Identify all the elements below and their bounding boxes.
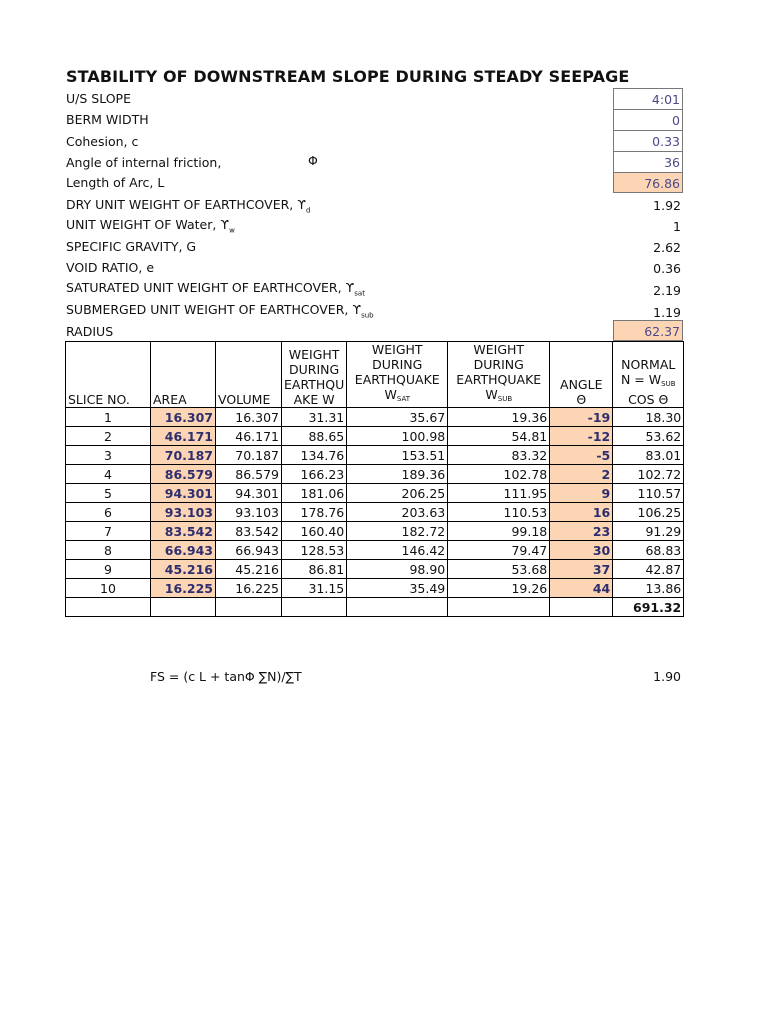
cell-weight-wsat: 100.98 <box>347 427 448 446</box>
cell-weight-wsat: 35.49 <box>347 579 448 598</box>
table-row <box>66 560 684 579</box>
cell-angle[interactable]: -12 <box>550 427 613 446</box>
void-ratio-label: VOID RATIO, e <box>66 260 155 275</box>
cell-angle[interactable]: -19 <box>550 408 613 427</box>
cell-area[interactable]: 16.225 <box>151 579 216 598</box>
fs-value: 1.90 <box>653 669 681 684</box>
cohesion-value[interactable]: 0.33 <box>613 130 683 151</box>
cell-normal: 102.72 <box>613 465 684 484</box>
cell-volume: 45.216 <box>216 560 282 579</box>
friction-value[interactable]: 36 <box>613 151 683 172</box>
total-empty <box>550 598 613 617</box>
header-area: AREA <box>151 342 216 408</box>
cell-weight-wsub: 110.53 <box>448 503 550 522</box>
arc-length-label: Length of Arc, L <box>66 175 165 190</box>
cell-angle[interactable]: 30 <box>550 541 613 560</box>
cell-area[interactable]: 16.307 <box>151 408 216 427</box>
cell-weight-wsub: 79.47 <box>448 541 550 560</box>
sat-weight-label: SATURATED UNIT WEIGHT OF EARTHCOVER, $ϒ_{sat}$ <box>66 280 365 298</box>
berm-width-label: BERM WIDTH <box>66 112 149 127</box>
cell-volume: 70.187 <box>216 446 282 465</box>
total-empty <box>66 598 151 617</box>
cell-weight-w: 31.15 <box>282 579 347 598</box>
cell-angle[interactable]: 16 <box>550 503 613 522</box>
cell-volume: 16.225 <box>216 579 282 598</box>
cell-angle[interactable]: 44 <box>550 579 613 598</box>
cell-weight-wsat: 182.72 <box>347 522 448 541</box>
cell-area[interactable]: 45.216 <box>151 560 216 579</box>
cell-weight-wsub: 53.68 <box>448 560 550 579</box>
radius-label: RADIUS <box>66 324 114 339</box>
table-row <box>66 446 684 465</box>
cell-slice-no: 1 <box>66 408 151 427</box>
total-empty <box>347 598 448 617</box>
header-weight-w: WEIGHT DURING EARTHQU AKE W <box>282 342 347 408</box>
cell-normal: 13.86 <box>613 579 684 598</box>
cell-weight-w: 31.31 <box>282 408 347 427</box>
table-row <box>66 465 684 484</box>
cell-normal: 53.62 <box>613 427 684 446</box>
cell-slice-no: 10 <box>66 579 151 598</box>
friction-label: Angle of internal friction, <box>66 155 222 170</box>
cell-angle[interactable]: 9 <box>550 484 613 503</box>
cell-angle[interactable]: 2 <box>550 465 613 484</box>
total-empty <box>448 598 550 617</box>
total-empty <box>216 598 282 617</box>
cell-slice-no: 7 <box>66 522 151 541</box>
cell-area[interactable]: 86.579 <box>151 465 216 484</box>
cell-weight-w: 128.53 <box>282 541 347 560</box>
cell-weight-w: 181.06 <box>282 484 347 503</box>
cell-weight-wsat: 206.25 <box>347 484 448 503</box>
cell-slice-no: 2 <box>66 427 151 446</box>
cell-angle[interactable]: 23 <box>550 522 613 541</box>
berm-width-value[interactable]: 0 <box>613 109 683 130</box>
void-ratio-value: 0.36 <box>653 261 681 276</box>
specific-gravity-value: 2.62 <box>653 240 681 255</box>
cell-normal: 18.30 <box>613 408 684 427</box>
cell-normal: 110.57 <box>613 484 684 503</box>
cell-volume: 93.103 <box>216 503 282 522</box>
header-slice: SLICE NO. <box>66 342 151 408</box>
table-row <box>66 427 684 446</box>
cell-normal: 68.83 <box>613 541 684 560</box>
cell-area[interactable]: 70.187 <box>151 446 216 465</box>
cell-area[interactable]: 94.301 <box>151 484 216 503</box>
cell-slice-no: 5 <box>66 484 151 503</box>
cell-volume: 83.542 <box>216 522 282 541</box>
us-slope-value[interactable]: 4:01 <box>613 88 683 109</box>
header-normal: NORMAL $N = W_{SUB}$ COS Θ <box>613 342 684 408</box>
cell-weight-wsat: 35.67 <box>347 408 448 427</box>
cell-volume: 86.579 <box>216 465 282 484</box>
header-weight-wsat: WEIGHT DURING EARTHQUAKE $W_{SAT}$ <box>347 342 448 408</box>
table-row <box>66 541 684 560</box>
cell-volume: 46.171 <box>216 427 282 446</box>
cell-weight-wsat: 203.63 <box>347 503 448 522</box>
table-row <box>66 408 684 427</box>
cell-area[interactable]: 66.943 <box>151 541 216 560</box>
total-empty <box>151 598 216 617</box>
cell-weight-w: 178.76 <box>282 503 347 522</box>
header-angle: ANGLE Θ <box>550 342 613 408</box>
cell-normal: 91.29 <box>613 522 684 541</box>
phi-symbol: Φ <box>308 153 318 168</box>
cell-weight-wsub: 83.32 <box>448 446 550 465</box>
cell-weight-w: 134.76 <box>282 446 347 465</box>
cell-normal: 83.01 <box>613 446 684 465</box>
cell-weight-wsat: 189.36 <box>347 465 448 484</box>
dry-weight-label: DRY UNIT WEIGHT OF EARTHCOVER, $ϒ_d$ <box>66 197 311 215</box>
arc-length-value[interactable]: 76.86 <box>613 172 683 193</box>
header-volume: VOLUME <box>216 342 282 408</box>
cell-slice-no: 6 <box>66 503 151 522</box>
cell-weight-w: 166.23 <box>282 465 347 484</box>
cell-area[interactable]: 83.542 <box>151 522 216 541</box>
sub-weight-label: SUBMERGED UNIT WEIGHT OF EARTHCOVER, $ϒ_{sub}$ <box>66 302 374 320</box>
cell-weight-wsat: 98.90 <box>347 560 448 579</box>
cell-weight-wsub: 102.78 <box>448 465 550 484</box>
cell-weight-w: 160.40 <box>282 522 347 541</box>
table-row <box>66 579 684 598</box>
sub-weight-value: 1.19 <box>653 305 681 320</box>
cell-slice-no: 9 <box>66 560 151 579</box>
cell-angle[interactable]: 37 <box>550 560 613 579</box>
cell-weight-w: 86.81 <box>282 560 347 579</box>
cell-weight-wsub: 19.26 <box>448 579 550 598</box>
radius-value[interactable]: 62.37 <box>613 320 683 341</box>
us-slope-label: U/S SLOPE <box>66 91 131 106</box>
total-empty <box>282 598 347 617</box>
dry-weight-value: 1.92 <box>653 198 681 213</box>
cell-slice-no: 4 <box>66 465 151 484</box>
cell-slice-no: 8 <box>66 541 151 560</box>
cell-slice-no: 3 <box>66 446 151 465</box>
normal-total: 691.32 <box>613 598 684 617</box>
cell-weight-wsat: 146.42 <box>347 541 448 560</box>
table-row <box>66 484 684 503</box>
cell-weight-wsub: 99.18 <box>448 522 550 541</box>
cell-volume: 94.301 <box>216 484 282 503</box>
cell-area[interactable]: 93.103 <box>151 503 216 522</box>
cell-normal: 106.25 <box>613 503 684 522</box>
page-title: STABILITY OF DOWNSTREAM SLOPE DURING STEADY SEEPAGE <box>66 67 630 86</box>
cohesion-label: Cohesion, c <box>66 134 139 149</box>
sat-weight-value: 2.19 <box>653 283 681 298</box>
cell-angle[interactable]: -5 <box>550 446 613 465</box>
cell-volume: 66.943 <box>216 541 282 560</box>
water-weight-value: 1 <box>673 219 681 234</box>
cell-weight-w: 88.65 <box>282 427 347 446</box>
header-weight-wsub: WEIGHT DURING EARTHQUAKE $W_{SUB}$ <box>448 342 550 408</box>
cell-volume: 16.307 <box>216 408 282 427</box>
cell-weight-wsub: 54.81 <box>448 427 550 446</box>
slice-table <box>65 341 684 617</box>
fs-formula: FS = (c L + tanΦ ∑N)/∑T <box>150 669 302 684</box>
cell-area[interactable]: 46.171 <box>151 427 216 446</box>
water-weight-label: UNIT WEIGHT OF Water, $ϒ_w$ <box>66 217 235 235</box>
table-row <box>66 522 684 541</box>
cell-weight-wsub: 19.36 <box>448 408 550 427</box>
cell-normal: 42.87 <box>613 560 684 579</box>
cell-weight-wsub: 111.95 <box>448 484 550 503</box>
table-row <box>66 503 684 522</box>
cell-weight-wsat: 153.51 <box>347 446 448 465</box>
specific-gravity-label: SPECIFIC GRAVITY, G <box>66 239 197 254</box>
